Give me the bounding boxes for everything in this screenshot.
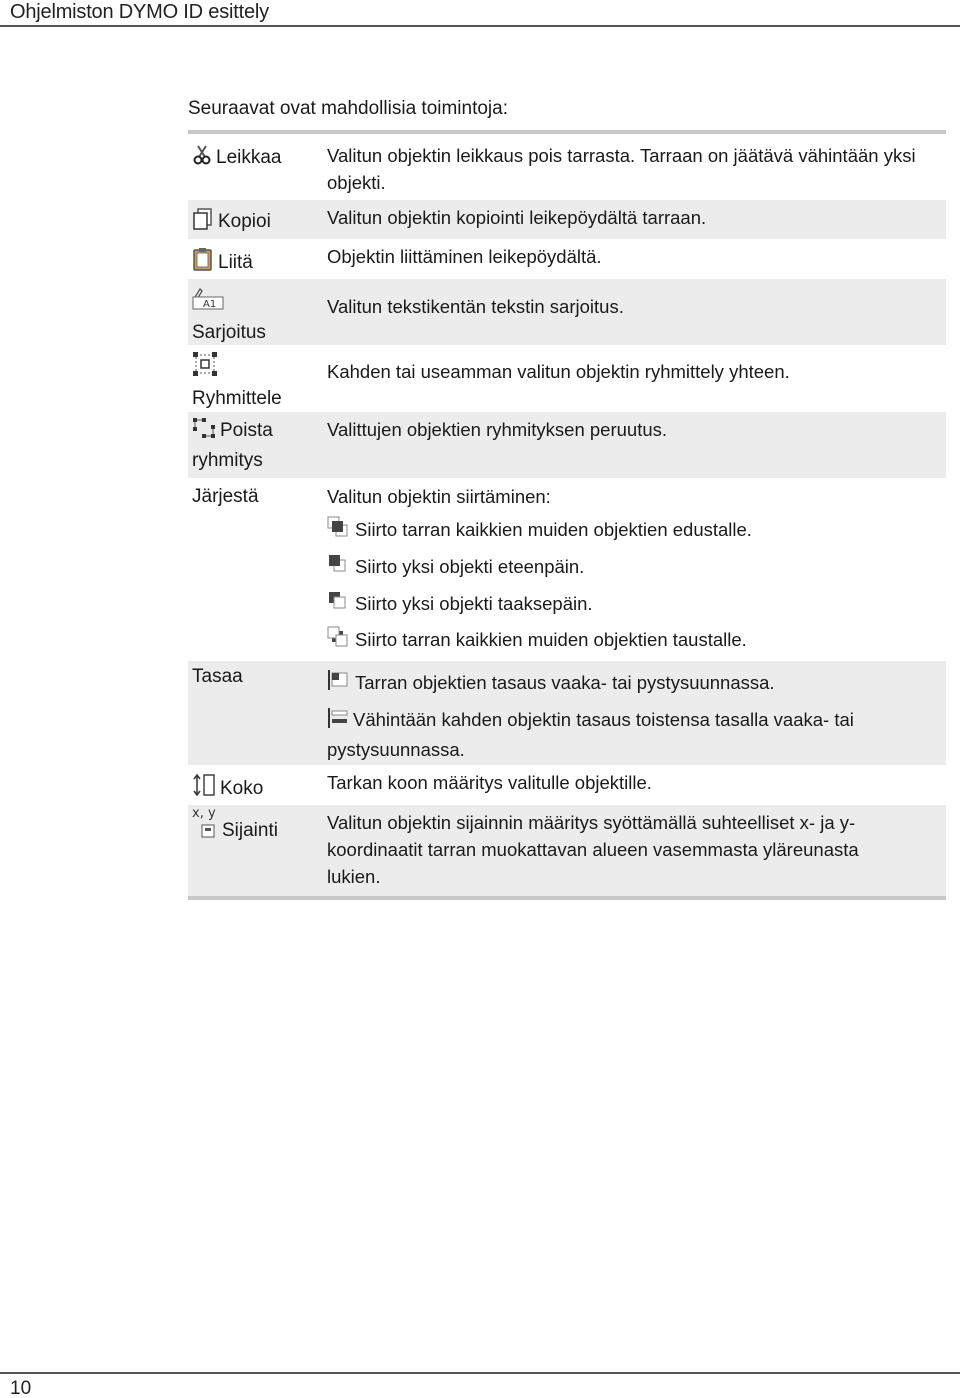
table-row: [188, 765, 946, 805]
row-label: Ryhmittele: [192, 388, 282, 409]
bring-forward-icon: [327, 553, 349, 582]
row-description: Valitun objektin siirtäminen:: [327, 486, 551, 507]
row-description: Valitun objektin sijainnin määritys syöttämällä suhteelliset x- ja y-koordinaatit tarran muokattavan alueen vasemmasta yläreunasta lukien.: [327, 812, 859, 887]
svg-text:A1: A1: [203, 299, 217, 310]
table-row: [188, 412, 946, 478]
row-label: Kopioi: [218, 211, 271, 232]
row-label: Leikkaa: [216, 147, 282, 168]
arrange-item: Siirto tarran kaikkien muiden objektien edustalle.: [327, 516, 752, 545]
row-description: Kahden tai useamman valitun objektin ryhmittely yhteen.: [327, 361, 790, 382]
row-label: Tasaa: [192, 666, 243, 687]
arrange-item: Siirto yksi objekti taaksepäin.: [327, 590, 593, 619]
running-header: [0, 0, 960, 27]
bring-to-front-icon: [327, 516, 349, 545]
row-description: Tarkan koon määritys valitulle objektille.: [327, 772, 652, 793]
row-description: Objektin liittäminen leikepöydältä.: [327, 246, 602, 267]
table-row: [188, 239, 946, 279]
footer-rule: [0, 1372, 960, 1374]
table-row: [188, 345, 946, 412]
row-label: Koko: [220, 778, 264, 799]
page-number: 10: [10, 1378, 32, 1398]
send-to-back-icon: [327, 626, 349, 655]
function-table: [188, 130, 946, 900]
row-label: Järjestä: [192, 486, 259, 507]
table-row: [188, 661, 946, 765]
table-row: [188, 805, 946, 896]
row-description: Valitun objektin kopiointi leikepöydältä tarraan.: [327, 207, 707, 228]
align-objects-icon: [327, 707, 349, 736]
ungroup-icon: [192, 417, 216, 447]
table-row: [188, 134, 946, 200]
intro-text: Seuraavat ovat mahdollisia toimintoja:: [188, 98, 509, 119]
arrange-item: Siirto yksi objekti eteenpäin.: [327, 553, 584, 582]
serialize-icon: [192, 285, 320, 319]
group-icon: [192, 351, 320, 385]
row-label: Liitä: [218, 252, 253, 273]
align-item: Tarran objektien tasaus vaaka- tai pystysuunnassa.: [327, 669, 775, 698]
row-description: Valittujen objektien ryhmityksen peruutus.: [327, 419, 668, 440]
header-title: Ohjelmiston DYMO ID esittely: [10, 1, 269, 23]
row-label: Sarjoitus: [192, 322, 266, 343]
table-row: [188, 279, 946, 345]
paste-icon: [192, 247, 214, 279]
row-label-line1: Poista: [220, 420, 273, 441]
row-label-line2: ryhmitys: [192, 450, 263, 471]
table-row: [188, 478, 946, 661]
size-icon: [192, 773, 216, 805]
row-description: Valitun objektin leikkaus pois tarrasta. Tarraan on jäätävä vähintään yksi objekti.: [327, 145, 916, 193]
arrange-item: Siirto tarran kaikkien muiden objektien taustalle.: [327, 626, 747, 655]
row-description: Valitun tekstikentän tekstin sarjoitus.: [327, 296, 624, 317]
align-item: Vähintään kahden objektin tasaus toistensa tasalla vaaka- tai pystysuunnassa.: [327, 709, 854, 760]
copy-icon: [192, 208, 214, 238]
position-icon: x, y: [192, 813, 218, 839]
row-label: Sijainti: [222, 820, 278, 841]
align-label-icon: [327, 669, 349, 698]
scissors-icon: [192, 144, 212, 174]
send-backward-icon: [327, 590, 349, 619]
table-row: [188, 200, 946, 239]
